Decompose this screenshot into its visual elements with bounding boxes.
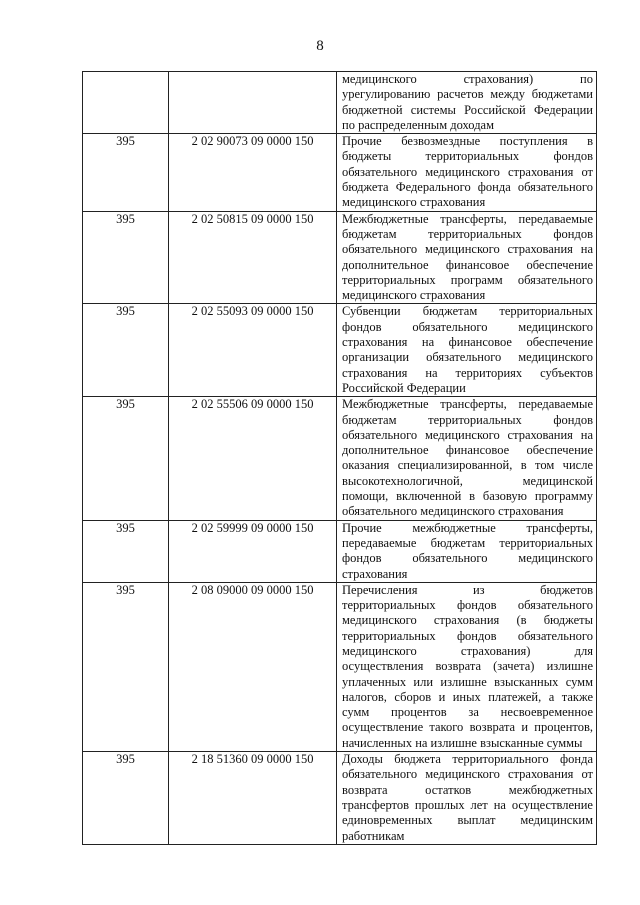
description-line: передаваемые бюджетам территориальных xyxy=(342,535,593,550)
admin-code-cell xyxy=(83,582,169,751)
description-line: обязательного медицинского страхования от xyxy=(342,767,593,782)
description-line: Российской Федерации xyxy=(342,380,466,395)
description-line: уплаченных или излишне взысканных сумм xyxy=(342,674,593,689)
table-row xyxy=(83,582,597,751)
income-code-cell xyxy=(169,211,337,304)
description-line: территориальных фондов обязательного xyxy=(342,598,593,613)
admin-code: 395 xyxy=(116,397,135,412)
description-line: Межбюджетные трансферты, передаваемые xyxy=(342,397,593,412)
description-line: Перечисления из бюджетов xyxy=(342,582,593,597)
page-number: 8 xyxy=(316,38,324,54)
description-line: по распределенным доходам xyxy=(342,117,495,132)
income-code-cell xyxy=(169,134,337,211)
table-row xyxy=(83,134,597,211)
income-code-cell xyxy=(169,520,337,582)
income-description-cell xyxy=(337,397,597,520)
description-line: Доходы бюджета территориального фонда xyxy=(342,752,593,767)
description-line: осуществления возврата (зачета) излишне xyxy=(342,659,593,674)
admin-code: 395 xyxy=(116,304,135,319)
income-description-cell xyxy=(337,304,597,397)
description-line: высокотехнологичной, медицинской xyxy=(342,473,593,488)
income-code: 2 02 55506 09 0000 150 xyxy=(191,397,314,412)
income-code-cell xyxy=(169,752,337,845)
admin-code-cell xyxy=(83,397,169,520)
income-code: 2 02 90073 09 0000 150 xyxy=(191,134,314,149)
admin-code: 395 xyxy=(116,582,135,597)
description-line: обязательного медицинского страхования от xyxy=(342,164,593,179)
description-line: бюджеты территориальных фондов xyxy=(342,149,593,164)
income-code: 2 02 59999 09 0000 150 xyxy=(191,520,314,535)
admin-code-cell xyxy=(83,304,169,397)
description-line: начисленных на излишне взысканные суммы xyxy=(342,735,583,750)
budget-codes-table xyxy=(82,71,597,845)
income-code: 2 02 55093 09 0000 150 xyxy=(191,304,314,319)
income-code-cell xyxy=(169,72,337,134)
admin-code-cell xyxy=(83,134,169,211)
description-line: осуществление такого возврата и процентов, xyxy=(342,720,593,735)
description-line: обязательного медицинского страхования на xyxy=(342,242,593,257)
admin-code-cell xyxy=(83,211,169,304)
description-line: бюджетам территориальных фондов xyxy=(342,226,593,241)
description-line: страхования xyxy=(342,566,408,581)
description-line: медицинского страхования (в бюджеты xyxy=(342,613,593,628)
description-line: фондов обязательного медицинского xyxy=(342,319,593,334)
description-line: оказания специализированной, в том числе xyxy=(342,458,593,473)
admin-code: 395 xyxy=(116,752,135,767)
income-code-cell xyxy=(169,304,337,397)
description-line: Субвенции бюджетам территориальных xyxy=(342,304,593,319)
description-line: урегулированию расчетов между бюджетами xyxy=(342,87,593,102)
description-line: территориальных фондов обязательного xyxy=(342,628,593,643)
description-line: работникам xyxy=(342,828,405,843)
admin-code-cell xyxy=(83,72,169,134)
description-line: обязательного медицинского страхования на xyxy=(342,427,593,442)
description-line: Межбюджетные трансферты, передаваемые xyxy=(342,211,593,226)
income-description-cell xyxy=(337,72,597,134)
description-line: страхования на территориях субъектов xyxy=(342,365,593,380)
admin-code: 395 xyxy=(116,211,135,226)
description-line: медицинского страхования) по xyxy=(342,72,593,86)
income-code: 2 18 51360 09 0000 150 xyxy=(191,752,314,767)
description-line: сумм процентов за несвоевременное xyxy=(342,705,593,720)
admin-code: 395 xyxy=(116,134,135,149)
description-line: бюджетной системы Российской Федерации xyxy=(342,102,593,117)
description-line: медицинского страхования xyxy=(342,195,486,210)
description-line: дополнительное финансовое обеспечение xyxy=(342,443,593,458)
admin-code-cell xyxy=(83,752,169,845)
description-line: страхования на финансовое обеспечение xyxy=(342,335,593,350)
income-description-cell xyxy=(337,752,597,845)
description-line: организации обязательного медицинского xyxy=(342,350,593,365)
description-line: территориальных программ обязательного xyxy=(342,272,593,287)
description-line: Прочие межбюджетные трансферты, xyxy=(342,520,593,535)
table-row xyxy=(83,211,597,304)
admin-code: 395 xyxy=(116,520,135,535)
description-line: медицинского страхования) для xyxy=(342,643,593,658)
income-code-cell xyxy=(169,397,337,520)
description-line: обязательного медицинского страхования xyxy=(342,504,564,519)
income-description-cell xyxy=(337,582,597,751)
description-line: бюджета Федерального фонда обязательного xyxy=(342,180,593,195)
description-line: дополнительное финансовое обеспечение xyxy=(342,257,593,272)
table-row xyxy=(83,304,597,397)
description-line: помощи, включенной в базовую программу xyxy=(342,489,593,504)
income-code-cell xyxy=(169,582,337,751)
description-line: бюджетам территориальных фондов xyxy=(342,412,593,427)
income-description-cell xyxy=(337,211,597,304)
table-row xyxy=(83,520,597,582)
table-row xyxy=(83,752,597,845)
income-description-cell xyxy=(337,134,597,211)
description-line: единовременных выплат медицинским xyxy=(342,813,593,828)
income-code: 2 02 50815 09 0000 150 xyxy=(191,211,314,226)
description-line: трансфертов прошлых лет на осуществление xyxy=(342,797,593,812)
table-row xyxy=(83,397,597,520)
description-line: Прочие безвозмездные поступления в xyxy=(342,134,593,149)
income-code: 2 08 09000 09 0000 150 xyxy=(191,582,314,597)
description-line: медицинского страхования xyxy=(342,288,486,303)
table-row xyxy=(83,72,597,134)
description-line: возврата остатков межбюджетных xyxy=(342,782,593,797)
description-line: фондов обязательного медицинского xyxy=(342,551,593,566)
income-description-cell xyxy=(337,520,597,582)
admin-code-cell xyxy=(83,520,169,582)
description-line: налогов, сборов и иных платежей, а также xyxy=(342,689,593,704)
